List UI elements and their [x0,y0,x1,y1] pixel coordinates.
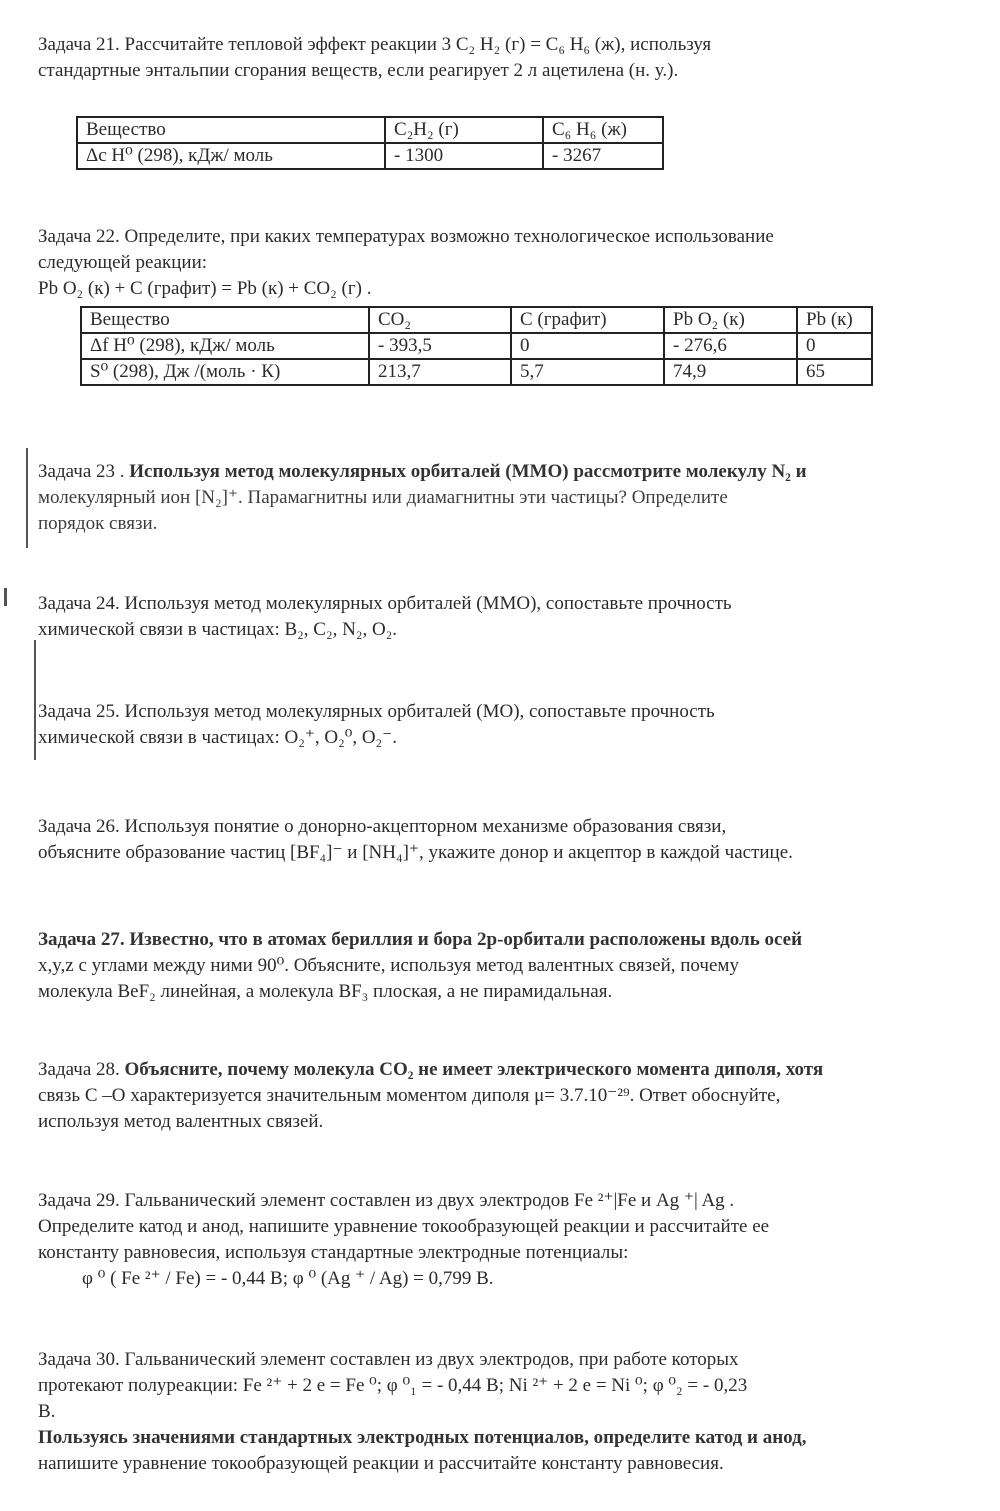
task-27-label: Задача 27. [38,929,125,950]
table-header-cell: Pb (к) [797,307,872,333]
table-header-cell: C₂H₂ (г) [385,117,543,143]
table-cell: Δf H⁰ (298), кДж/ моль [81,333,369,359]
table-cell: - 3267 [543,143,663,169]
table-header-cell: C₆ H₆ (ж) [543,117,663,143]
table-header-cell: Вещество [81,307,369,333]
task-29-label: Задача 29. [38,1190,120,1211]
table-row [81,307,872,333]
table-header-cell: Вещество [77,117,385,143]
task-23-line1: Используя метод молекулярных орбиталей (ММО) рассмотрите молекулу N₂ и [129,461,807,482]
task-25 [38,699,972,751]
margin-bracket-mark [26,448,28,548]
task-27 [38,927,972,1005]
task-27-line1: Известно, что в атомах бериллия и бора 2p-орбитали расположены вдоль осей [129,929,803,950]
table-cell: Δc H⁰ (298), кДж/ моль [77,143,385,169]
task-24-line2: химической связи в частицах: B₂, C₂, N₂, O₂. [38,619,398,640]
task-26-line2: объясните образование частиц [BF₄]⁻ и [NH₄]⁺, укажите донор и акцептор в каждой частице. [38,842,793,863]
task-26-line1: Используя понятие о донорно-акцепторном механизме образования связи, [124,816,727,837]
task-30 [38,1347,972,1477]
table-cell: 65 [797,359,872,385]
table-header-cell: C (графит) [511,307,664,333]
task-30-line5: напишите уравнение токообразующей реакции и рассчитайте константу равновесия. [38,1453,724,1474]
table-cell: - 393,5 [369,333,511,359]
table-cell: S⁰ (298), Дж /(моль · К) [81,359,369,385]
table-row [81,359,872,385]
task-23-label: Задача 23 . [38,461,125,482]
table-cell: - 276,6 [664,333,797,359]
task-27-line2: x,y,z с углами между ними 90⁰. Объясните, используя метод валентных связей, почему [38,955,739,976]
task-26-label: Задача 26. [38,816,120,837]
task-28-line1: Объясните, почему молекула CO₂ не имеет электрического момента диполя, хотя [124,1059,824,1080]
task-21-line1: Рассчитайте тепловой эффект реакции 3 C₂ H₂ (г) = C₆ H₆ (ж), используя [124,34,712,55]
task-28-label: Задача 28. [38,1059,120,1080]
task-30-line4: Пользуясь значениями стандартных электродных потенциалов, определите катод и анод, [38,1427,807,1448]
task-30-label: Задача 30. [38,1349,120,1370]
table-cell: 5,7 [511,359,664,385]
task-25-label: Задача 25. [38,701,120,722]
task-22-label: Задача 22. [38,226,120,247]
task-21 [38,32,972,84]
task-22-equation: Pb O₂ (к) + C (графит) = Pb (к) + CO₂ (г) . [38,278,372,299]
task-30-line2: протекают полуреакции: Fe ²⁺ + 2 e = Fe ⁰; φ ⁰₁ = - 0,44 В; Ni ²⁺ + 2 e = Ni ⁰; φ ⁰₂ = - 0,23 [38,1375,748,1396]
task-23-line2: молекулярный ион [N₂]⁺. Парамагнитны или диамагнитны эти частицы? Определите [38,487,728,508]
task-23-line3: порядок связи. [38,513,158,534]
task-28-line3: используя метод валентных связей. [38,1111,324,1132]
task-28-line2: связь C –O характеризуется значительным моментом диполя μ= 3.7.10⁻²⁹. Ответ обоснуйте, [38,1085,781,1106]
table-cell: 213,7 [369,359,511,385]
task-22 [38,224,972,302]
task-29-line3: константу равновесия, используя стандартные электродные потенциалы: [38,1242,629,1263]
task-28 [38,1057,972,1135]
task-29-line1: Гальванический элемент составлен из двух электродов Fe ²⁺|Fe и Ag ⁺| Ag . [124,1190,735,1211]
task-25-line1: Используя метод молекулярных орбиталей (МО), сопоставьте прочность [124,701,715,722]
table-row [77,143,663,169]
table-cell: - 1300 [385,143,543,169]
table-row [77,117,663,143]
task-21-line2: стандартные энтальпии сгорания веществ, если реагирует 2 л ацетилена (н. у.). [38,60,679,81]
task-30-line3: В. [38,1401,56,1422]
task-22-line1: Определите, при каких температурах возможно технологическое использование [124,226,774,247]
task-21-label: Задача 21. [38,34,120,55]
task-26 [38,814,972,866]
table-row [81,333,872,359]
task-30-line1: Гальванический элемент составлен из двух электродов, при работе которых [124,1349,739,1370]
task-24-label: Задача 24. [38,593,120,614]
task-24 [38,591,972,643]
task-22-table [80,306,873,386]
margin-bracket-mark [4,588,7,606]
table-header-cell: Pb O₂ (к) [664,307,797,333]
margin-bracket-mark [34,640,36,760]
table-cell: 74,9 [664,359,797,385]
task-29-line2: Определите катод и анод, напишите уравнение токообразующей реакции и рассчитайте ее [38,1216,770,1237]
table-cell: 0 [797,333,872,359]
task-25-line2: химической связи в частицах: O₂⁺, O₂⁰, O₂⁻. [38,727,397,748]
task-29 [38,1188,972,1292]
table-cell: 0 [511,333,664,359]
table-header-cell: CO₂ [369,307,511,333]
task-23 [38,459,972,537]
task-21-table [76,116,664,170]
task-24-line1: Используя метод молекулярных орбиталей (ММО), сопоставьте прочность [124,593,732,614]
task-27-line3: молекула BeF₂ линейная, а молекула BF₃ плоская, а не пирамидальная. [38,981,613,1002]
task-22-line2: следующей реакции: [38,252,208,273]
task-29-line4: φ ⁰ ( Fe ²⁺ / Fe) = - 0,44 В; φ ⁰ (Ag ⁺ / Ag) = 0,799 В. [82,1268,494,1289]
